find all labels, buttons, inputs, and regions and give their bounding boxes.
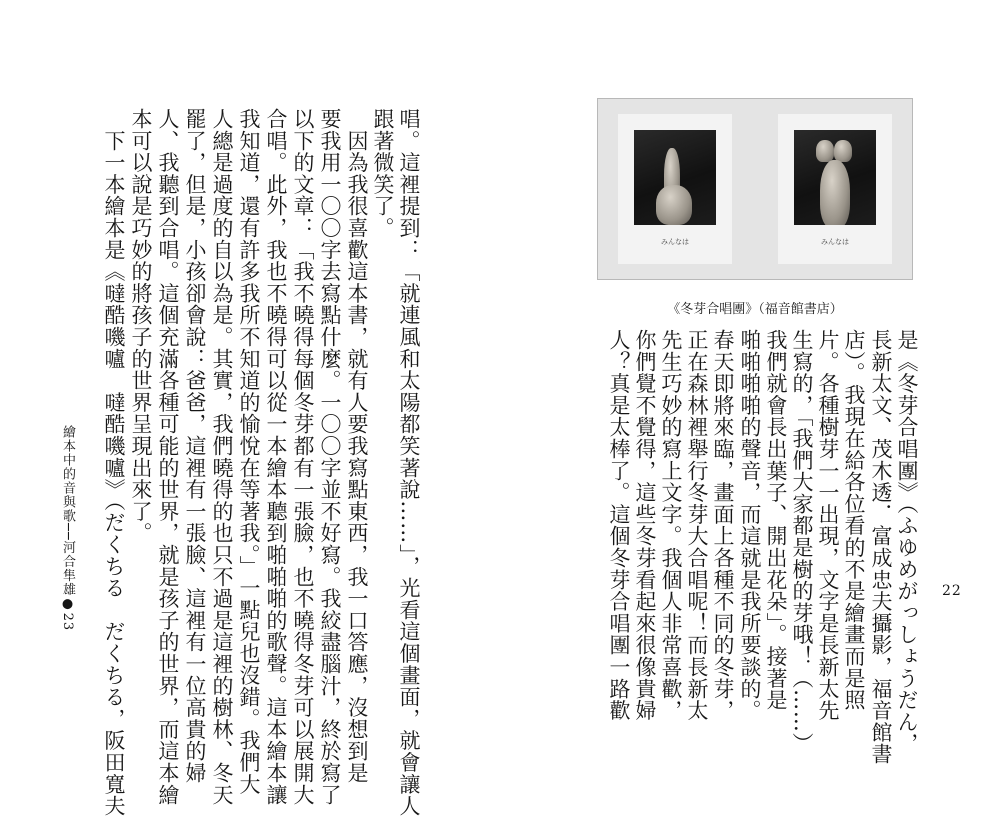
text-column: 你們覺不覺得，這些冬芽看起來很像貴婦 <box>633 329 657 722</box>
text-column: 本可以說是巧妙的將孩子的世界呈現出來了。 <box>129 108 153 544</box>
text-column: 店）。我現在給各位看的不是繪畫而是照 <box>842 329 866 711</box>
text-column: 啪啪啪啪的聲音，而這就是我所要談的。 <box>738 329 762 722</box>
text-column: 以下的文章：「我不曉得每個冬芽都有一張臉，也不曉得冬芽可以展開大 <box>291 108 315 806</box>
text-column: 我們就會長出葉子、開出花朵」。接著是 <box>764 329 788 711</box>
text-column: 人總是過度的自以為是。其實，我們曉得的也只不過是這裡的樹林、冬天 <box>210 108 234 806</box>
text-column: 春天即將來臨，畫面上各種不同的冬芽， <box>711 329 735 722</box>
text-column: 要我用一〇〇字去寫點什麼。一〇〇字並不好寫。我絞盡腦汁，終於寫了 <box>318 108 342 806</box>
text-column: 跟著微笑了。 <box>371 108 395 239</box>
page-number-left: 23 <box>60 612 75 632</box>
photo-label-right: みんなは <box>821 238 849 246</box>
text-column: 下一本繪本是《噠酷嘰嚧 噠酷嘰嚧》（だくちる だくちる，阪田寬夫 <box>102 108 126 817</box>
text-column: 片。各種樹芽一一出現，文字是長新太先 <box>816 329 840 722</box>
winter-bud-photo-left <box>634 130 716 225</box>
text-column: 人？真是太棒了。這個冬芽合唱團一路歡 <box>607 329 631 722</box>
text-column: 先生巧妙的寫上文字。我個人非常喜歡， <box>659 329 683 722</box>
text-column: 合唱。此外，我也不曉得可以從一本繪本聽到啪啪啪的歌聲。這本繪本讓 <box>264 108 288 806</box>
book-photo <box>597 98 913 280</box>
photo-label-left: みんなは <box>661 238 689 246</box>
text-column: 我知道，還有許多我所不知道的愉悅在等著我。」一點兒也沒錯。我們大 <box>237 108 261 796</box>
photo-page-right <box>778 114 892 264</box>
text-column: 生寫的，「我們大家都是樹的芽哦！（……） <box>790 329 814 755</box>
text-column: 唱。這裡提到：「就連風和太陽都笑著說……」，光看這個畫面，就會讓人 <box>397 108 421 817</box>
text-column: 人、我聽到合唱。這個充滿各種可能的世界，就是孩子的世界，而這本繪 <box>156 108 180 806</box>
running-head-title: 繪本中的音與歌──河合隼雄● <box>60 425 75 613</box>
photo-page-left <box>618 114 732 264</box>
text-column: 是《冬芽合唱團》（ふゆめがっしょうだん， <box>895 329 919 755</box>
photo-caption: 《冬芽合唱團》（福音館書店） <box>667 302 843 317</box>
text-column: 正在森林裡舉行冬芽大合唱呢！而長新太 <box>685 329 709 722</box>
running-head <box>58 425 77 631</box>
text-column: 因為我很喜歡這本書，就有人要我寫點東西，我一口答應，沒想到是 <box>345 108 369 784</box>
text-column: 罷了，但是，小孩卻會說：爸爸，這裡有一張臉、這裡有一位高貴的婦 <box>183 108 207 784</box>
page-number-right: 22 <box>942 583 962 599</box>
winter-bud-photo-right <box>794 130 876 225</box>
text-column: 長新太文、茂木透．富成忠夫攝影，福音館書 <box>869 329 893 765</box>
